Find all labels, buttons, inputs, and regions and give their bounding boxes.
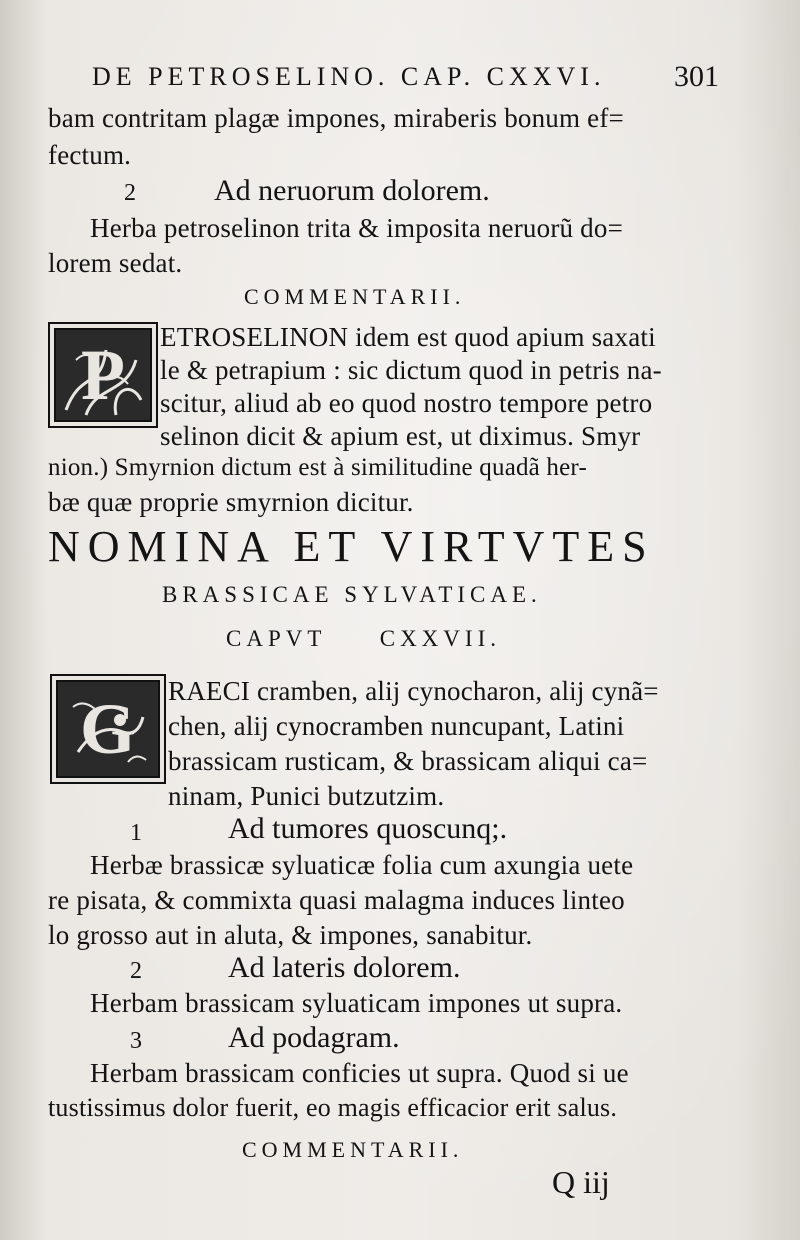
section-number: 2 bbox=[124, 180, 136, 206]
text-line: nion.) Smyrnion dictum est à similitudine quadã her- bbox=[48, 454, 587, 481]
text-line: lo grosso aut in aluta, & impones, sanabitur. bbox=[48, 920, 533, 950]
chapter-subtitle: BRASSICAE SYLVATICAE. bbox=[162, 582, 542, 607]
text-line: ninam, Punici butzutzim. bbox=[168, 781, 445, 811]
chapter-title: NOMINA ET VIRTVTES bbox=[48, 522, 655, 571]
initial-letter: P bbox=[81, 334, 125, 415]
section-heading: Ad tumores quoscunq;. bbox=[228, 812, 508, 845]
section-number: 2 bbox=[130, 958, 142, 984]
text-line: fectum. bbox=[48, 140, 132, 170]
decorated-initial-p bbox=[48, 322, 158, 428]
text-line: Herbam brassicam conficies ut supra. Quod si ue bbox=[90, 1058, 629, 1088]
text-line: Herbæ brassicæ syluaticæ folia cum axungia uete bbox=[90, 850, 634, 880]
signature-mark: Q iij bbox=[552, 1164, 610, 1200]
text-line: le & petrapium : sic dictum quod in petris na- bbox=[160, 355, 662, 385]
section-heading: Ad podagram. bbox=[228, 1021, 400, 1054]
section-number: 1 bbox=[130, 820, 142, 846]
text-line: Herba petroselinon trita & imposita neruorũ do= bbox=[90, 213, 623, 243]
running-title: DE PETROSELINO. CAP. CXXVI. bbox=[92, 62, 606, 91]
text-line: re pisata, & commixta quasi malagma induces linteo bbox=[48, 885, 625, 915]
text-line: bam contritam plagæ impones, miraberis bonum ef= bbox=[48, 103, 624, 133]
text-line: ETROSELINON idem est quod apium saxati bbox=[160, 322, 656, 352]
section-heading: Ad lateris dolorem. bbox=[228, 951, 461, 984]
text-line: brassicam rusticam, & brassicam aliqui ca= bbox=[168, 746, 648, 776]
commentarii-heading: COMMENTARII. bbox=[242, 1137, 464, 1162]
section-number: 3 bbox=[130, 1028, 142, 1054]
initial-letter: G bbox=[79, 688, 136, 769]
text-line: bæ quæ proprie smyrnion dicitur. bbox=[48, 487, 414, 517]
section-heading: Ad neruorum dolorem. bbox=[214, 174, 490, 207]
chapter-number: CAPVT CXXVII. bbox=[226, 626, 501, 651]
text-line: tustissimus dolor fuerit, eo magis efficacior erit salus. bbox=[48, 1093, 618, 1122]
text-line: scitur, aliud ab eo quod nostro tempore petro bbox=[160, 388, 653, 418]
commentarii-heading: COMMENTARII. bbox=[244, 284, 466, 309]
text-line: lorem sedat. bbox=[48, 248, 183, 278]
text-line: Herbam brassicam syluaticam impones ut supra. bbox=[90, 988, 623, 1018]
text-line: chen, alij cynocramben nuncupant, Latini bbox=[168, 711, 625, 741]
text-line: RAECI cramben, alij cynocharon, alij cynã= bbox=[168, 676, 659, 706]
decorated-initial-g bbox=[50, 674, 166, 784]
text-line: selinon dicit & apium est, ut diximus. Smyr bbox=[160, 421, 641, 451]
page-number: 301 bbox=[674, 60, 719, 93]
